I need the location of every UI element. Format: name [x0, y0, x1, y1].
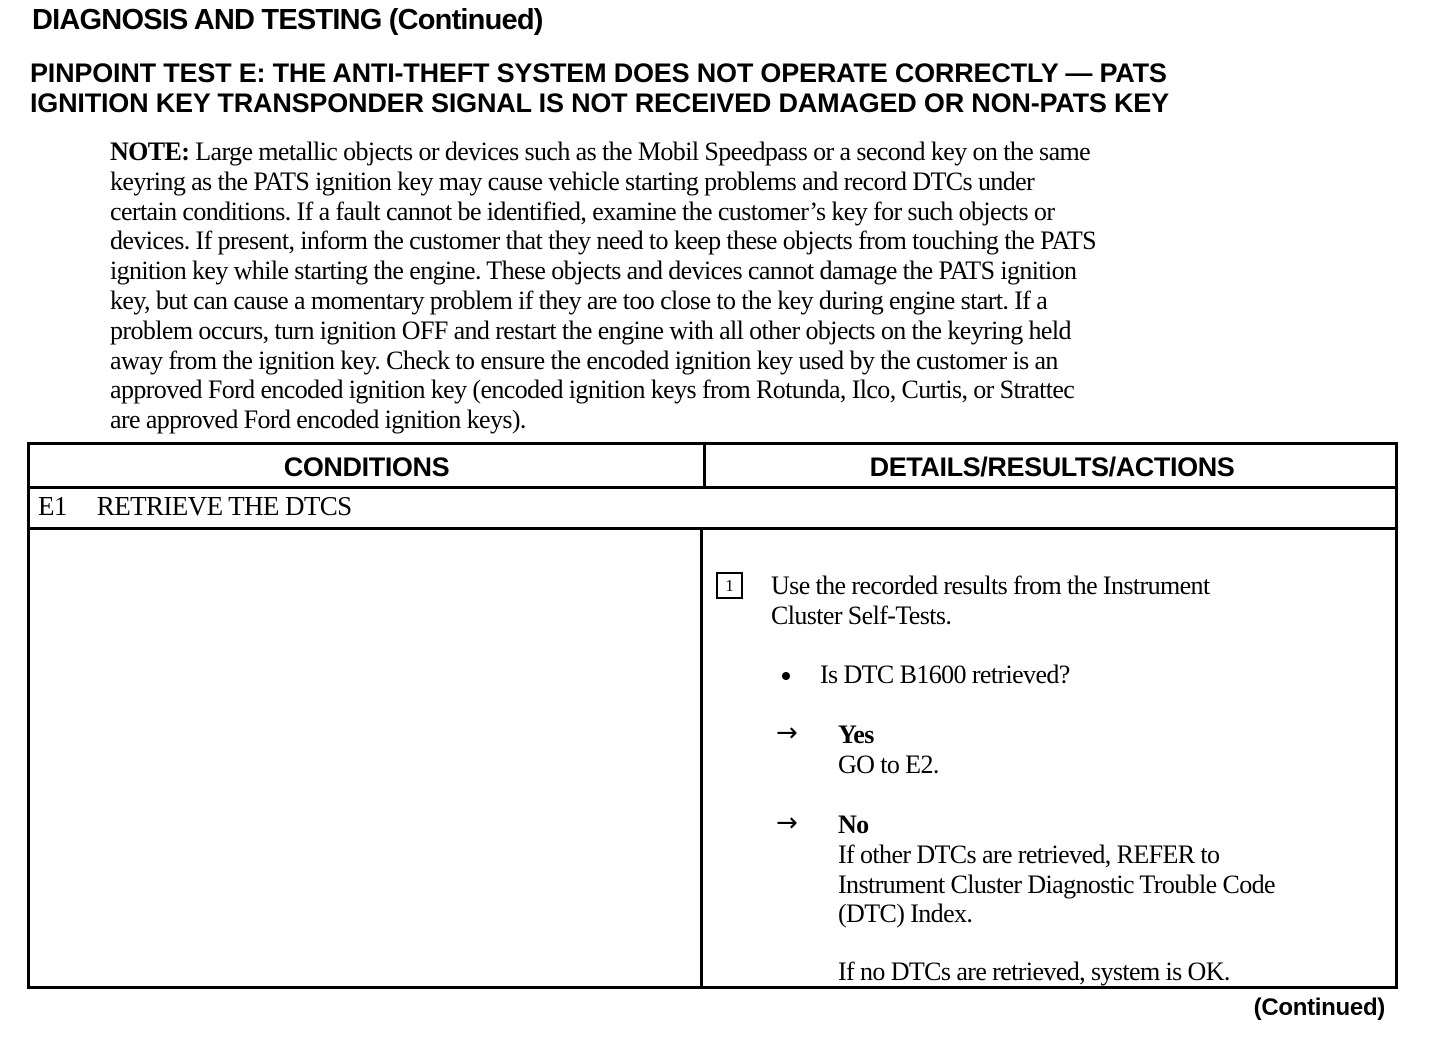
note-line: devices. If present, inform the customer that they need to keep these objects from touching the PATS: [110, 226, 1096, 256]
arrow-right-icon: →: [776, 808, 798, 838]
step-title: RETRIEVE THE DTCS: [96, 491, 352, 521]
note-line: keyring as the PATS ignition key may cause vehicle starting problems and record DTCs under: [110, 166, 1035, 196]
step-question: Is DTC B1600 retrieved?: [820, 660, 1070, 689]
conditions-header: CONDITIONS: [283, 452, 450, 482]
note-line: problem occurs, turn ignition OFF and restart the engine with all other objects on the keyring held: [110, 315, 1071, 345]
test-title-line: IGNITION KEY TRANSPONDER SIGNAL IS NOT RECEIVED DAMAGED OR NON-PATS KEY: [30, 88, 1169, 118]
step-heading-row: [38, 491, 352, 522]
instruction-line: Use the recorded results from the Instrument: [771, 571, 1210, 600]
result-yes-action: GO to E2.: [838, 749, 939, 779]
step-instruction: [771, 571, 1210, 631]
note-line: [110, 137, 1325, 167]
note-paragraph: [110, 137, 1325, 435]
note-text: Large metallic objects or devices such as the Mobil Speedpass or a second key on the same: [189, 137, 1091, 166]
result-no: [838, 810, 1275, 929]
bullet-icon: [782, 672, 790, 680]
continued-label: (Continued): [1253, 994, 1385, 1021]
pinpoint-test-title: [30, 58, 1169, 118]
note-line: away from the ignition key. Check to ensure the encoded ignition key used by the customer is an: [110, 345, 1058, 375]
note-line: certain conditions. If a fault cannot be identified, examine the customer’s key for such objects or: [110, 196, 1055, 226]
note-label: NOTE:: [110, 137, 190, 166]
result-no-action-line: If other DTCs are retrieved, REFER to: [838, 839, 1220, 869]
details-header: DETAILS/RESULTS/ACTIONS: [869, 452, 1235, 482]
result-no-label: No: [838, 810, 869, 839]
pinpoint-test-table: [27, 442, 1398, 989]
note-line: approved Ford encoded ignition key (encoded ignition keys from Rotunda, Ilco, Curtis, or Strattec: [110, 375, 1075, 405]
section-title: DIAGNOSIS AND TESTING (Continued): [32, 4, 543, 36]
result-no-extra: If no DTCs are retrieved, system is OK.: [838, 957, 1230, 986]
conditions-cell: [30, 530, 700, 986]
result-no-action-line: Instrument Cluster Diagnostic Trouble Code: [838, 869, 1275, 899]
result-yes-label: Yes: [838, 720, 874, 749]
note-line: ignition key while starting the engine. These objects and devices cannot damage the PATS ignition: [110, 256, 1077, 286]
column-divider-body: [700, 527, 703, 986]
step-id: E1: [38, 491, 67, 521]
note-line: key, but can cause a momentary problem if they are too close to the key during engine start. If a: [110, 285, 1048, 315]
arrow-right-icon: →: [776, 718, 798, 748]
note-line: are approved Ford encoded ignition keys).: [110, 405, 526, 435]
result-no-action-line: (DTC) Index.: [838, 899, 973, 929]
test-title-line: PINPOINT TEST E: THE ANTI-THEFT SYSTEM DOES NOT OPERATE CORRECTLY — PATS: [30, 58, 1167, 88]
result-yes: [838, 720, 939, 780]
instruction-line: Cluster Self-Tests.: [771, 600, 952, 630]
step-number-box: 1: [716, 572, 743, 599]
